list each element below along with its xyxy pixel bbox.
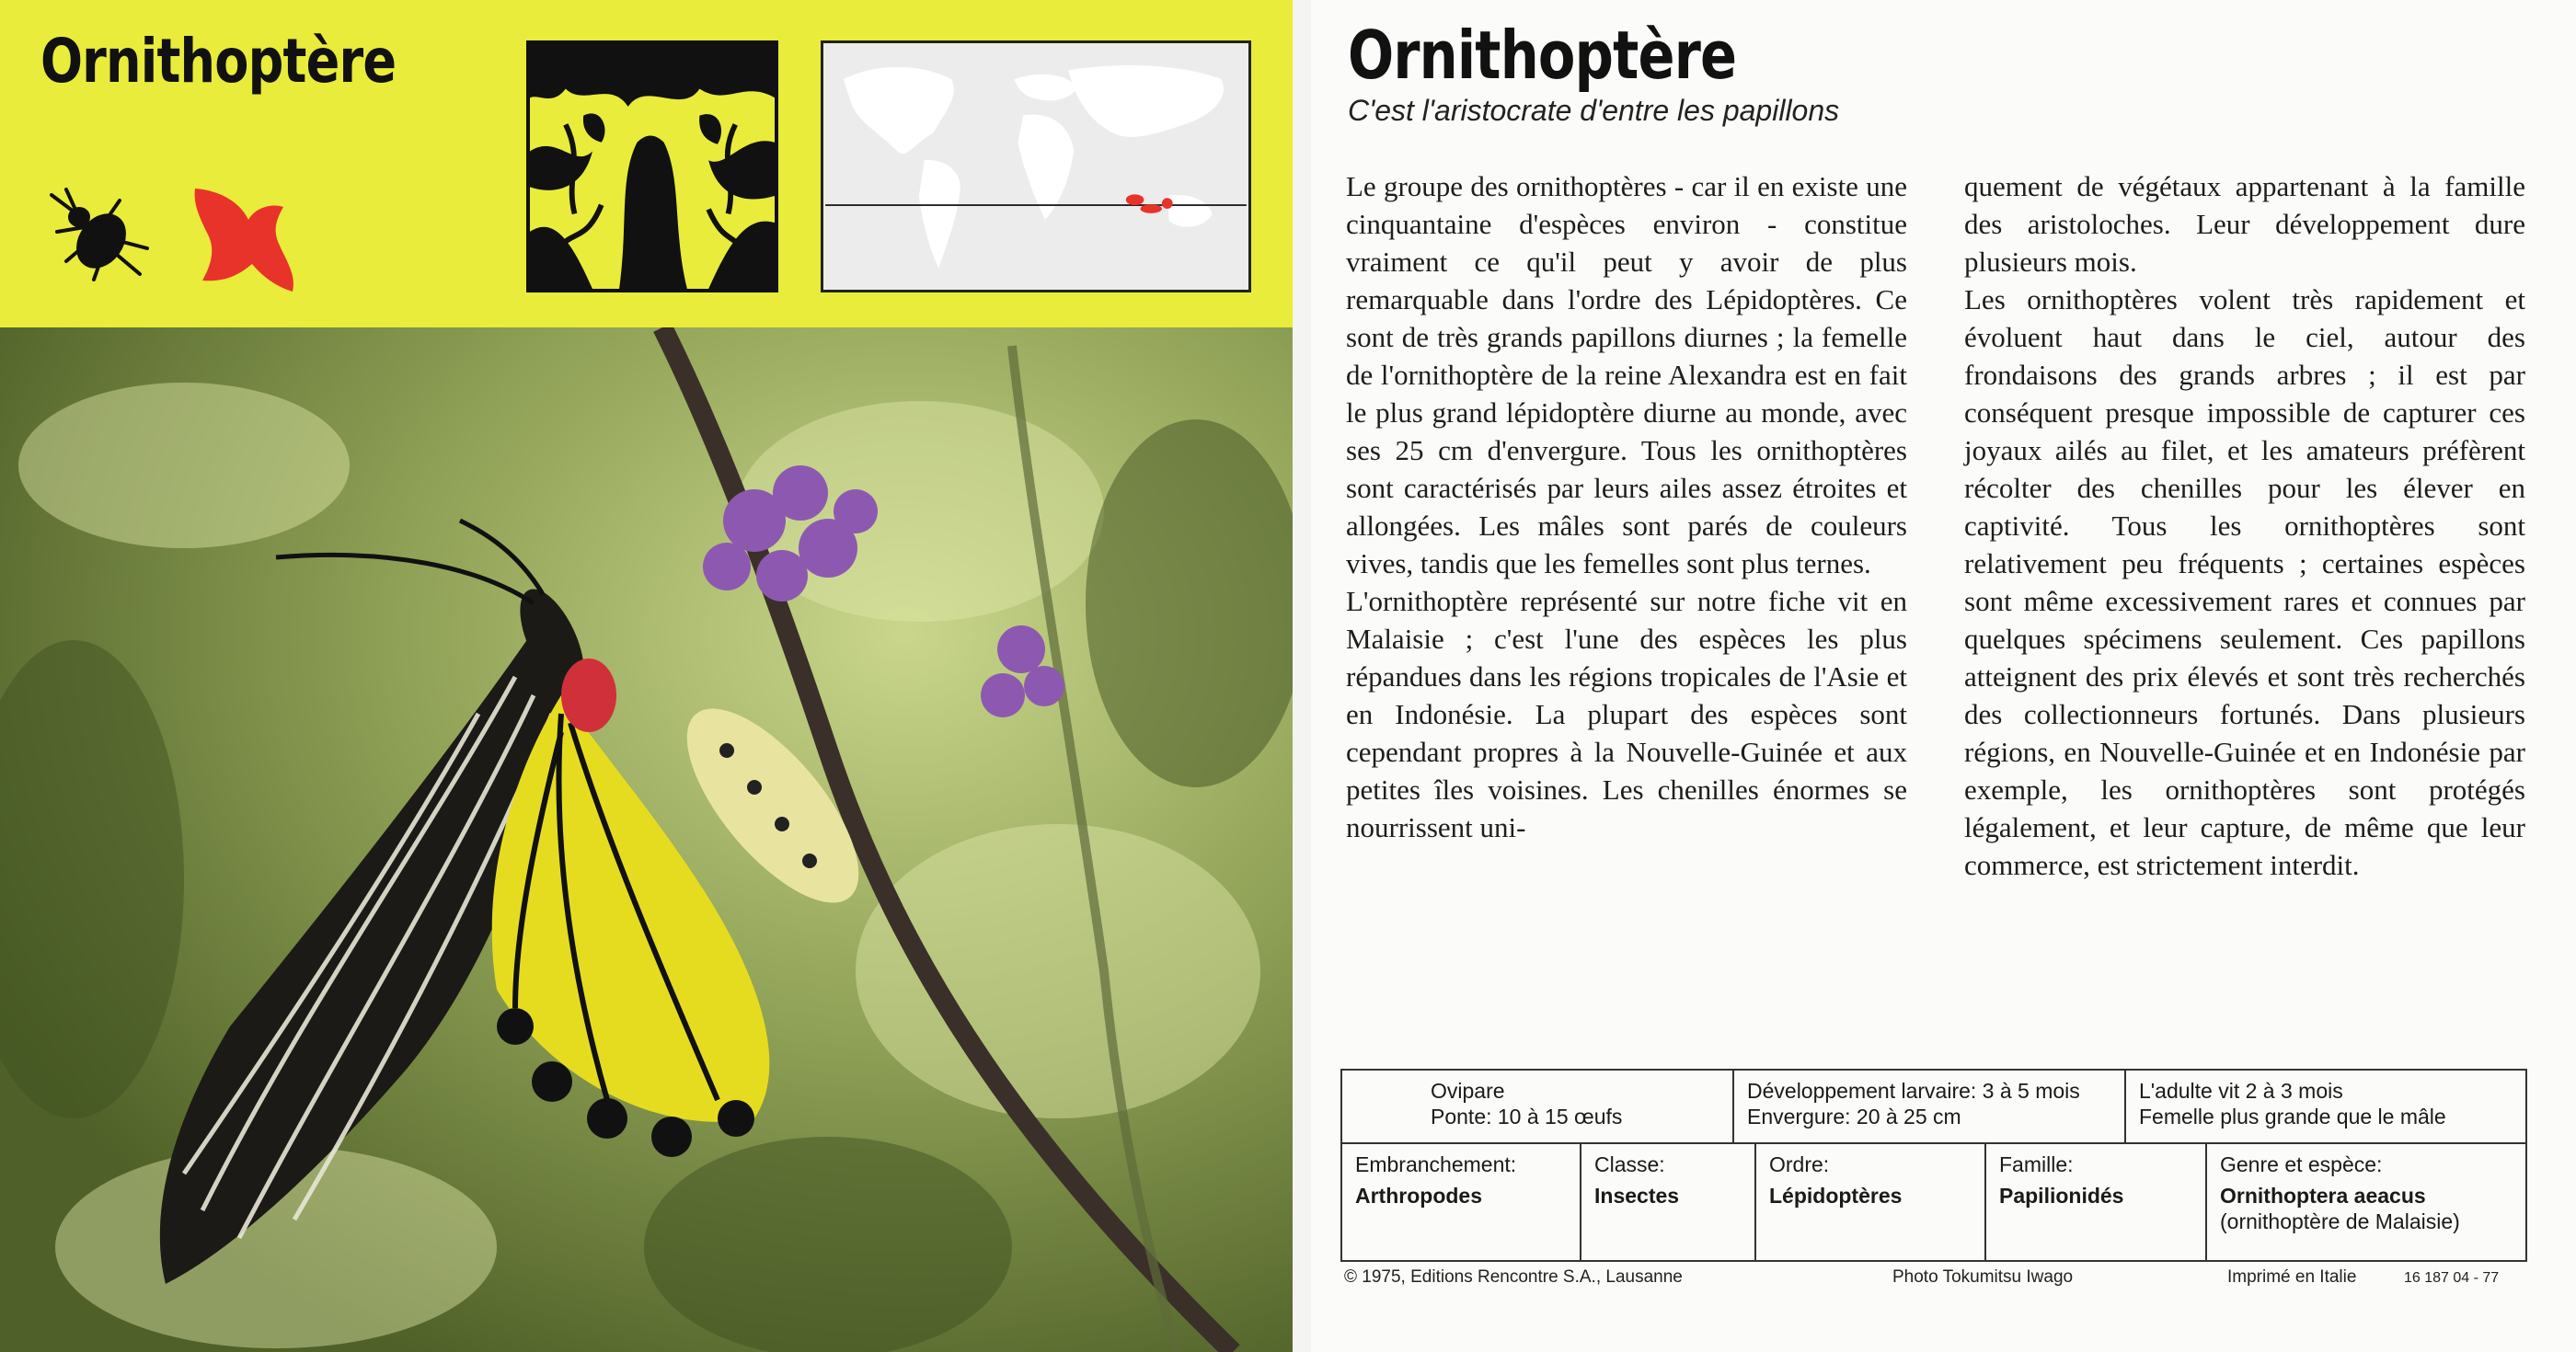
taxonomy-label: Classe: [1594, 1152, 1665, 1176]
taxonomy-label: Genre et espèce: [2220, 1152, 2383, 1176]
facts-table [1340, 1069, 2527, 1262]
fact-line: Développement larvaire: 3 à 5 mois [1747, 1079, 2080, 1103]
fact-line: Ovipare [1431, 1079, 1505, 1103]
front-title: Ornithoptère [40, 26, 397, 97]
taxonomy-phylum [1342, 1144, 1581, 1260]
taxonomy-label: Embranchement: [1355, 1152, 1517, 1176]
taxonomy-value: Lépidoptères [1769, 1184, 1903, 1208]
facts-row-biology [1342, 1071, 2525, 1144]
facts-cell-lifespan [2126, 1071, 2525, 1142]
footer-printed: Imprimé en Italie [2227, 1267, 2357, 1287]
paragraph: Les ornithoptères volent très rapidement et évoluent haut dans le ciel, autour des frondaisons des grands arbres ; il est par conséquent presque impossible de capturer ces joyaux ailés au filet, et les amateurs préfèrent récolter des chenilles pour les élever en captivité. Tous les ornithoptères sont relativement peu fréquents ; certaines espèces sont même excessivement rares et connues par quelques spécimens seulement. Ces papillons atteignent des prix élevés et sont très recherchés des collectionneurs fortunés. Dans plusieurs régions, en Nouvelle-Guinée et en Indonésie par exemple, les ornithoptères sont protégés légalement, et leur capture, de même que leur commerce, est strictement interdit. [1964, 283, 2525, 881]
fact-line: Envergure: 20 à 25 cm [1747, 1105, 1961, 1129]
facts-row-taxonomy [1342, 1144, 2525, 1260]
beetle-silhouette-icon [39, 184, 158, 285]
footer-copyright: © 1975, Editions Rencontre S.A., Lausanne [1344, 1267, 1683, 1287]
taxonomy-value: Insectes [1594, 1184, 1680, 1208]
taxonomy-label: Famille: [1999, 1152, 2074, 1176]
fact-line: L'adulte vit 2 à 3 mois [2139, 1079, 2343, 1103]
back-title: Ornithoptère [1348, 17, 1737, 94]
paragraph: quement de végétaux appartenant à la famille des aristoloches. Leur développement dure plusieurs mois. [1964, 170, 2525, 278]
taxonomy-order [1756, 1144, 1986, 1260]
text-column-1 [1346, 167, 1907, 846]
taxonomy-label: Ordre: [1769, 1152, 1830, 1176]
taxonomy-species [2207, 1144, 2525, 1260]
taxonomy-note: (ornithoptère de Malaisie) [2220, 1209, 2460, 1233]
paragraph: L'ornithoptère représenté sur notre fiche vit en Malaisie ; c'est l'une des espèces les plus répandues dans les régions tropicales de l'Asie et en Indonésie. La plupart des espèces sont cependant propres à la Nouvelle-Guinée et aux petites îles voisines. Les chenilles énormes se nourrissent uni- [1346, 585, 1907, 843]
butterfly-photo [0, 327, 1293, 1352]
butterfly-silhouette-icon [184, 179, 304, 299]
taxonomy-value: Papilionidés [1999, 1184, 2124, 1208]
world-map-icon [821, 40, 1251, 292]
facts-cell-development [1734, 1071, 2126, 1142]
fact-line: Ponte: 10 à 15 œufs [1431, 1105, 1623, 1129]
jungle-habitat-icon [526, 40, 778, 292]
fact-line: Femelle plus grande que le mâle [2139, 1105, 2446, 1129]
taxonomy-family [1986, 1144, 2207, 1260]
taxonomy-class [1581, 1144, 1756, 1260]
footer-code: 16 187 04 - 77 [2404, 1270, 2500, 1286]
paragraph: Le groupe des ornithoptères - car il en existe une cinquantaine d'espèces environ - constitue vraiment ce qu'il peut y avoir de plus remarquable dans l'ordre des Lépidoptères. Ce sont de très grands papillons diurnes ; la femelle de l'ornithoptère de la reine Alexandra est en fait le plus grand lépidoptère diurne au monde, avec ses 25 cm d'envergure. Tous les ornithoptères sont caractérisés par leurs ailes assez étroites et allongées. Les mâles sont parés de couleurs vives, tandis que les femelles sont plus ternes. [1346, 170, 1907, 579]
butterfly-photo-illustration [0, 327, 1293, 1352]
taxonomy-value: Ornithoptera aeacus [2220, 1184, 2426, 1208]
text-column-2 [1964, 167, 2525, 884]
subtitle: C'est l'aristocrate d'entre les papillons [1348, 94, 1840, 127]
footer-photo-credit: Photo Tokumitsu Iwago [1892, 1267, 2074, 1287]
facts-cell-reproduction [1342, 1071, 1734, 1142]
taxonomy-value: Arthropodes [1355, 1184, 1482, 1208]
back-card [1311, 0, 2576, 1352]
